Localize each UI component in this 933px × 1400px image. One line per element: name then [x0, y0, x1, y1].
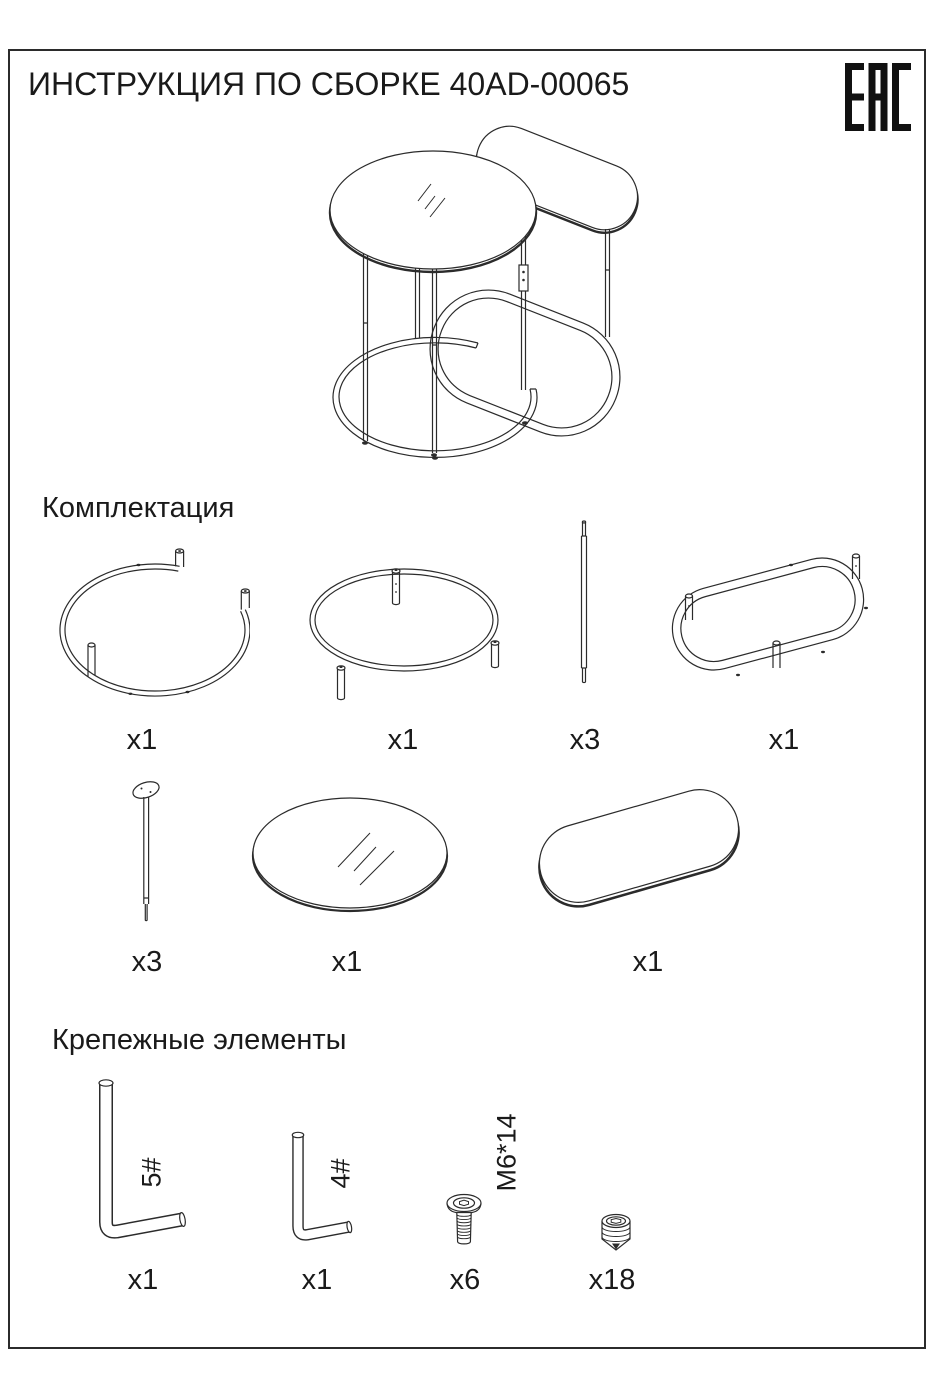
qty-disc-top-leg: x3 [131, 946, 163, 978]
qty-open-c-ring: x1 [126, 724, 158, 756]
qty-hex-key-small: x1 [301, 1264, 333, 1296]
oval-table-top-drawing [523, 775, 755, 917]
disc-top-leg-drawing [123, 776, 169, 924]
button-head-screw-size-label: M6*14 [491, 1112, 522, 1192]
oval-ring-frame-drawing [663, 546, 885, 688]
qty-button-head-screw: x6 [449, 1264, 481, 1296]
round-ring-frame-drawing [305, 558, 503, 708]
page-title: ИНСТРУКЦИЯ ПО СБОРКЕ 40AD-00065 [28, 66, 630, 102]
leg-rod-drawing [566, 516, 602, 688]
eac-certification-mark [845, 63, 911, 131]
open-c-ring-frame-drawing [50, 545, 250, 700]
assembled-product-drawing [285, 105, 705, 480]
qty-set-screw: x18 [588, 1264, 636, 1296]
qty-round-glass-top: x1 [331, 946, 363, 978]
qty-oval-table-top: x1 [632, 946, 664, 978]
round-glass-top-drawing [250, 795, 450, 915]
qty-hex-key-large: x1 [127, 1264, 159, 1296]
set-screw-drawing [594, 1211, 638, 1253]
hex-key-small-size-label: 4# [325, 1157, 356, 1189]
hex-key-large-size-label: 5# [136, 1156, 167, 1188]
qty-round-ring: x1 [387, 724, 419, 756]
fasteners-heading: Крепежные элементы [52, 1024, 347, 1056]
qty-oval-ring: x1 [768, 724, 800, 756]
button-head-screw-drawing [443, 1192, 489, 1250]
qty-leg-rod: x3 [569, 724, 601, 756]
components-heading: Комплектация [42, 492, 235, 524]
